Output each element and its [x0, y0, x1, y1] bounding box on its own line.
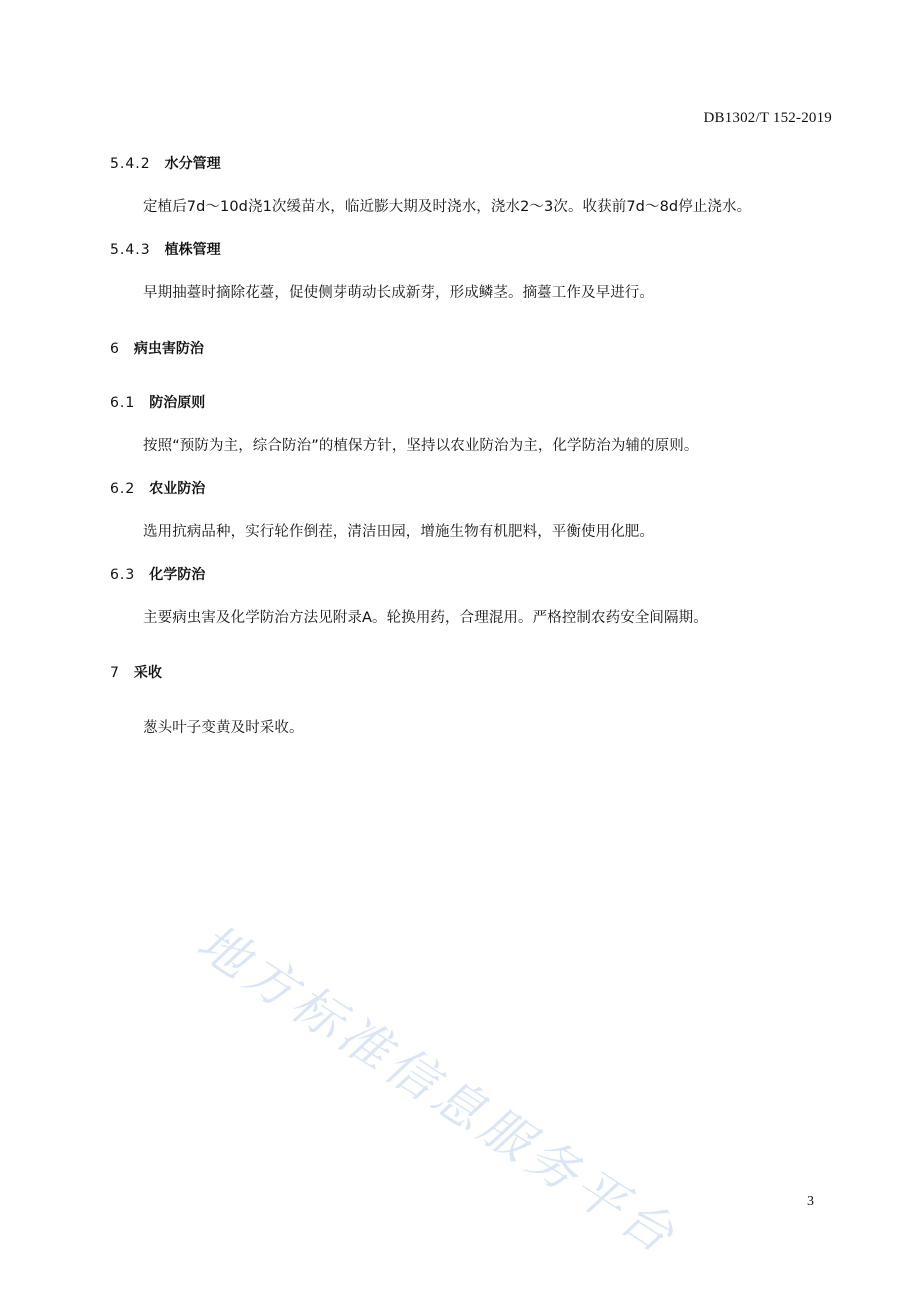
section-5-4-3-body: 早期抽薹时摘除花薹，促使侧芽萌动长成新芽，形成鳞茎。摘薹工作及早进行。	[143, 285, 654, 301]
section-7-heading	[110, 664, 162, 682]
section-6-2-heading	[110, 480, 205, 498]
section-title: 植株管理	[164, 242, 221, 258]
section-6-heading	[110, 340, 204, 358]
section-6-3-heading	[110, 566, 205, 584]
section-5-4-2-heading	[110, 155, 221, 173]
section-title: 水分管理	[164, 156, 221, 172]
page-number: 3	[807, 1194, 814, 1209]
section-number: 6.3	[110, 567, 136, 583]
section-6-1-body: 按照“预防为主，综合防治”的植保方针，坚持以农业防治为主，化学防治为辅的原则。	[143, 438, 699, 454]
section-title: 农业防治	[149, 481, 206, 497]
section-6-2-body: 选用抗病品种，实行轮作倒茬，清洁田园，增施生物有机肥料，平衡使用化肥。	[143, 524, 654, 540]
section-number: 7	[110, 665, 120, 681]
section-number: 6.2	[110, 481, 136, 497]
section-number: 6	[110, 341, 120, 357]
section-6-1-heading	[110, 394, 205, 412]
section-title: 防治原则	[149, 395, 206, 411]
section-title: 病虫害防治	[133, 341, 204, 357]
section-number: 5.4.2	[110, 156, 151, 172]
section-6-3-body: 主要病虫害及化学防治方法见附录A。轮换用药，合理混用。严格控制农药安全间隔期。	[143, 610, 708, 626]
watermark-text: 地方标准信息服务平台	[187, 913, 689, 1267]
section-title: 采收	[133, 665, 162, 681]
section-title: 化学防治	[149, 567, 206, 583]
section-5-4-2-body: 定植后7d～10d浇1次缓苗水，临近膨大期及时浇水，浇水2～3次。收获前7d～8d停止浇水。	[143, 199, 752, 215]
document-code: DB1302/T 152-2019	[703, 110, 832, 126]
section-7-body: 葱头叶子变黄及时采收。	[143, 720, 304, 736]
section-number: 6.1	[110, 395, 136, 411]
section-5-4-3-heading	[110, 241, 221, 259]
section-number: 5.4.3	[110, 242, 151, 258]
